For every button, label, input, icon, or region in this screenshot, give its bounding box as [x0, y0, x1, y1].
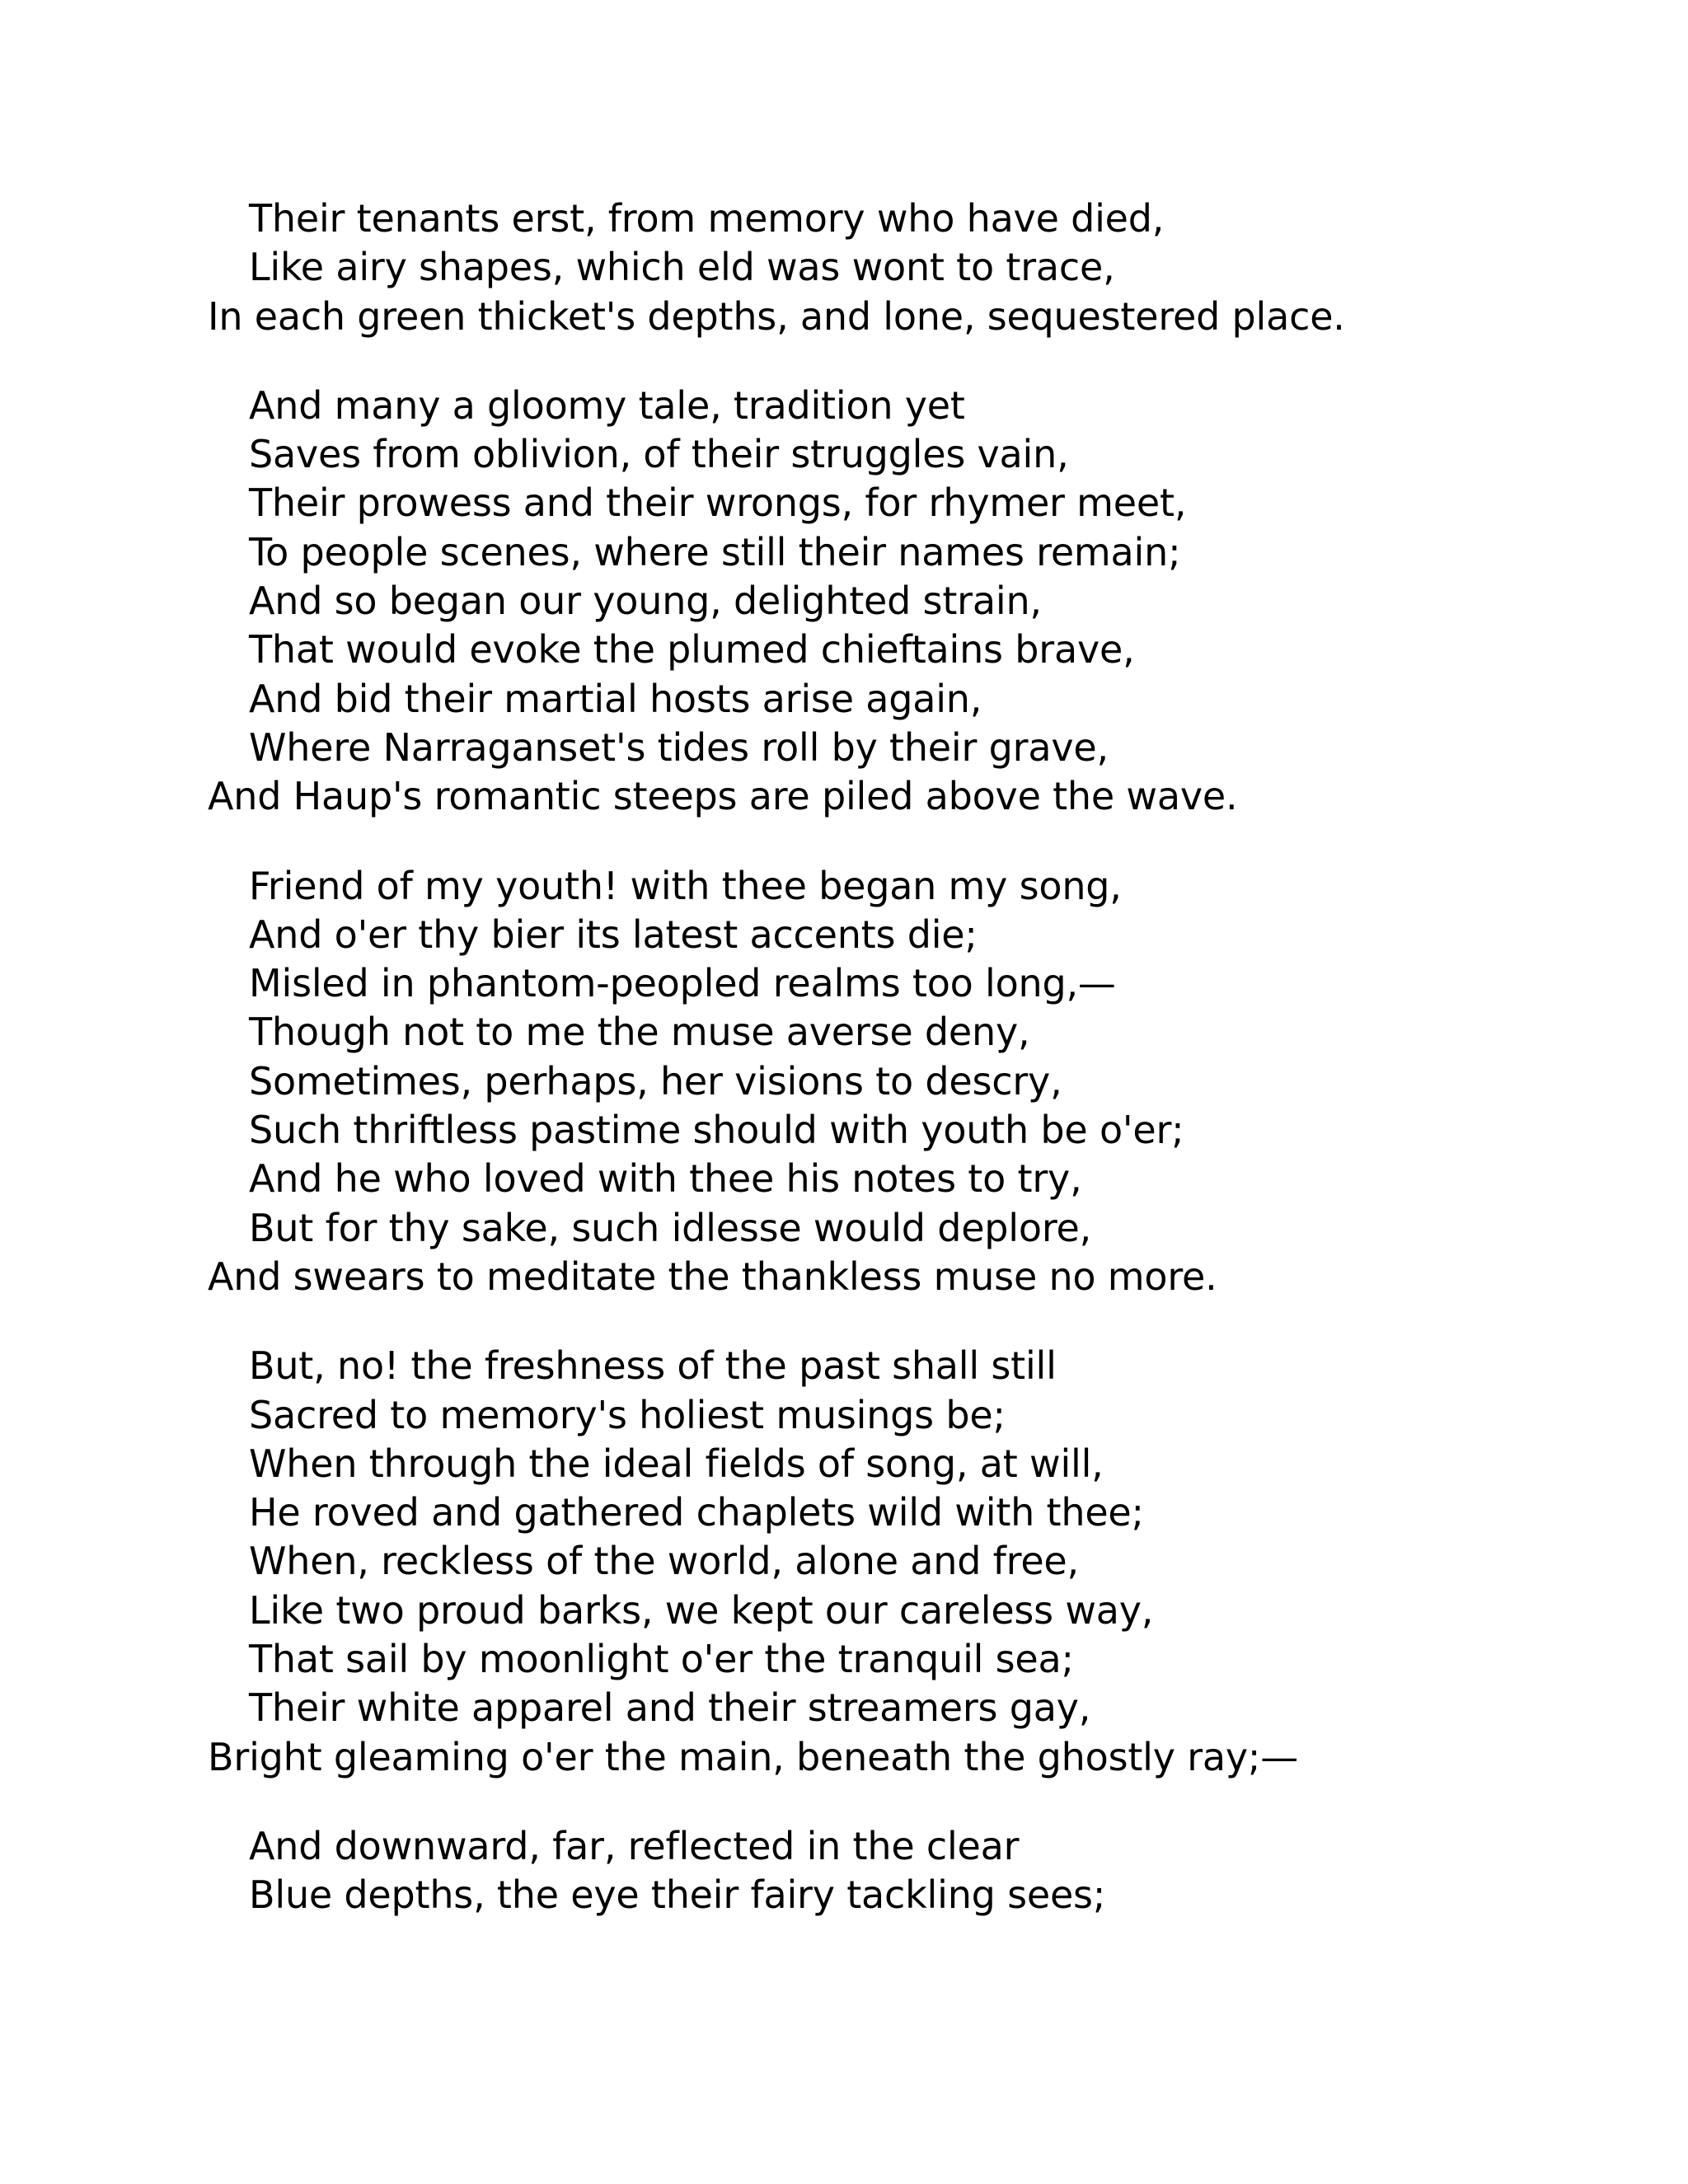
poem-line: And bid their martial hosts arise again,: [249, 676, 982, 721]
poem-line: And downward, far, reflected in the clear: [249, 1823, 1020, 1868]
poem-line: But, no! the freshness of the past shall still: [249, 1343, 1057, 1389]
poem-body: [208, 194, 1658, 1961]
poem-line: Misled in phantom-peopled realms too long,—: [249, 961, 1116, 1006]
poem-line: Bright gleaming o'er the main, beneath the ghostly ray;—: [208, 1734, 1299, 1779]
stanza: [208, 862, 1658, 1302]
poem-line: Their tenants erst, from memory who have died,: [249, 196, 1165, 241]
poem-line: Sometimes, perhaps, her visions to descry,: [249, 1058, 1062, 1104]
poem-line: That would evoke the plumed chieftains brave,: [249, 627, 1135, 673]
poem-line: Their white apparel and their streamers gay,: [249, 1685, 1091, 1731]
poem-line: He roved and gathered chaplets wild with thee;: [249, 1490, 1144, 1535]
poem-line: And Haup's romantic steeps are piled above the wave.: [208, 774, 1238, 819]
poem-line: Blue depths, the eye their fairy tackling sees;: [249, 1872, 1106, 1918]
poem-line: When, reckless of the world, alone and free,: [249, 1539, 1079, 1584]
poem-line: And swears to meditate the thankless muse no more.: [208, 1254, 1217, 1299]
stanza: [208, 1342, 1658, 1782]
poem-line: And many a gloomy tale, tradition yet: [249, 382, 965, 428]
poem-line: In each green thicket's depths, and lone, sequestered place.: [208, 293, 1345, 339]
poem-line: Sacred to memory's holiest musings be;: [249, 1392, 1006, 1437]
poem-line: Such thriftless pastime should with youth be o'er;: [249, 1108, 1184, 1153]
poem-line: To people scenes, where still their names remain;: [249, 529, 1181, 574]
poem-line: Saves from oblivion, of their struggles vain,: [249, 432, 1069, 477]
poem-line: Like airy shapes, which eld was wont to trace,: [249, 245, 1115, 290]
stanza: [208, 1822, 1658, 1920]
stanza: [208, 194, 1658, 341]
poem-line: And o'er thy bier its latest accents die;: [249, 912, 978, 957]
poem-line: And he who loved with thee his notes to try,: [249, 1156, 1082, 1202]
poem-line: But for thy sake, such idlesse would deplore,: [249, 1205, 1092, 1250]
poem-line: Where Narraganset's tides roll by their grave,: [249, 724, 1109, 770]
poem-line: Their prowess and their wrongs, for rhymer meet,: [249, 480, 1187, 526]
stanza: [208, 382, 1658, 822]
poem-line: Though not to me the muse averse deny,: [249, 1010, 1030, 1055]
poem-line: And so began our young, delighted strain,: [249, 579, 1042, 624]
poem-line: Friend of my youth! with thee began my song,: [249, 863, 1122, 908]
poem-line: That sail by moonlight o'er the tranquil sea;: [249, 1637, 1074, 1682]
poem-line: Like two proud barks, we kept our careless way,: [249, 1587, 1154, 1633]
poem-line: When through the ideal fields of song, at will,: [249, 1441, 1104, 1486]
